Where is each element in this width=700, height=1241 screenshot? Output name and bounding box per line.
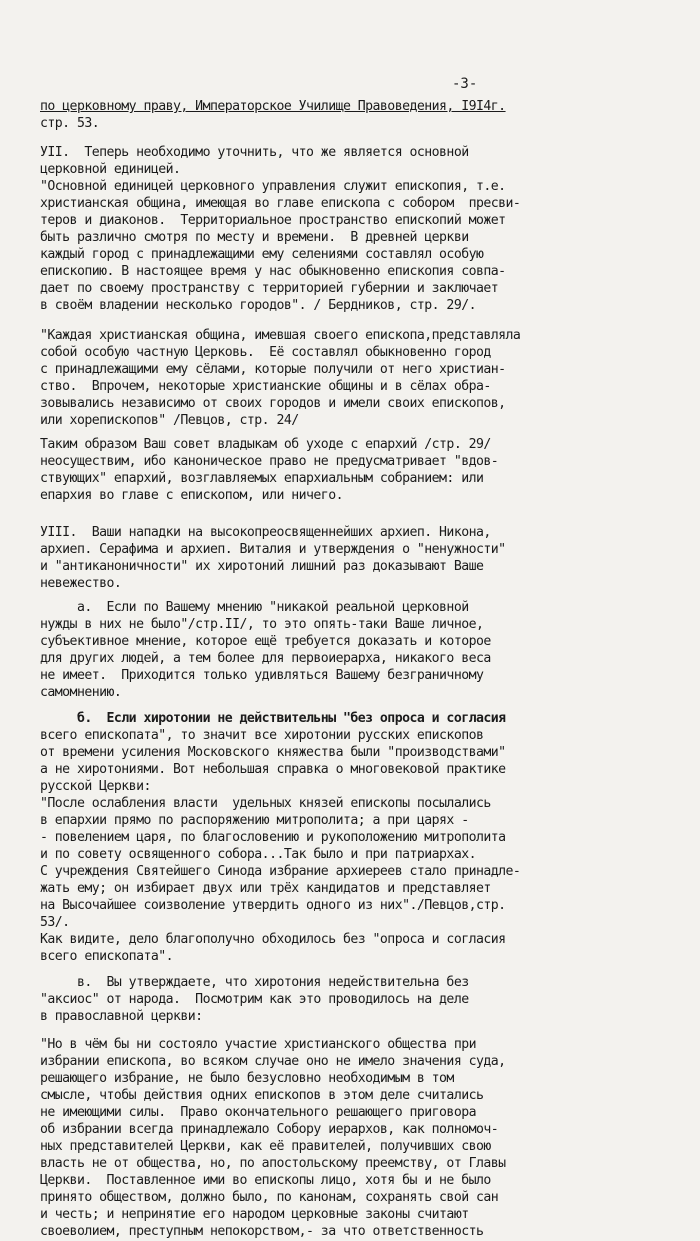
text-line: зовывались независимо от своих городов и имели своих епископов, [40, 396, 506, 411]
text-line: ствующих" епархий, возглавляемых епархиальным собранием: или [40, 471, 484, 486]
text-line: субъективное мнение, которое ещё требуется доказать и которое [40, 634, 491, 649]
text-line: русской Церкви: [40, 779, 151, 794]
text-line: всего епископата", то значит все хиротонии русских епископов [40, 728, 484, 743]
text-line: всего епископата". [40, 949, 174, 964]
text-line: 53/. [40, 915, 70, 930]
text-line: смысле, чтобы действия одних епископов в этом деле считались [40, 1088, 484, 1103]
text-line: Как видите, дело благополучно обходилось без "опроса и согласия [40, 932, 506, 947]
text-line: на Высочайшее соизволение утвердить одного из них"./Певцов,стр. [40, 898, 506, 913]
text-line: УII. Теперь необходимо уточнить, что же является основной [40, 145, 469, 160]
text-line: неосуществим, ибо каноническое право не предусматривает "вдов- [40, 454, 499, 469]
text-line: епископию. В настоящее время у нас обыкновенно епископия совпа- [40, 264, 506, 279]
text-line: ство. Впрочем, некоторые христианские общины и в сёлах обра- [40, 379, 491, 394]
text-line: "Каждая христианская община, имевшая своего епископа,представляла [40, 328, 521, 343]
text-line: и по совету освященного собора...Так было и при патриархах. [40, 847, 476, 862]
text-line: в своём владении несколько городов". / Бердников, стр. 29/. [40, 298, 476, 313]
text-line: а. Если по Вашему мнению "никакой реальной церковной [40, 600, 469, 615]
text-line: архиеп. Серафима и архиеп. Виталия и утверждения о "ненужности" [40, 542, 506, 557]
text-line: невежество. [40, 576, 122, 591]
text-line: нужды в них не было"/стр.II/, то это опять-таки Ваше личное, [40, 617, 484, 632]
text-line: быть различно смотря по месту и времени. В древней церкви [40, 230, 469, 245]
text-line: ных представителей Церкви, как её правителей, получивших свою [40, 1139, 491, 1154]
text-line: "Но в чём бы ни состояло участие христианского общества при [40, 1037, 476, 1052]
text-line: христианская община, имеющая во главе епископа с собором пресви- [40, 196, 521, 211]
text-line: Церкви. Поставленное ими во епископы лицо, хотя бы и не было [40, 1173, 491, 1188]
text-line: дает по своему пространству с территорией губернии и заключает [40, 281, 499, 296]
text-line: или хорепископов" /Певцов, стр. 24/ [40, 413, 299, 428]
text-line: не имеет. Приходится только удивляться Вашему безграничному [40, 668, 484, 683]
text-line: С учреждения Святейшего Синода избрание архиереев стало принадле- [40, 864, 521, 879]
text-line: по церковному праву, Императорское Училище Правоведения, I9I4г. [40, 99, 506, 114]
text-line: "После ослабления власти удельных князей епископы посылались [40, 796, 491, 811]
page-number: -3- [452, 76, 478, 92]
text-line: каждый город с принадлежащими ему селениями составлял особую [40, 247, 484, 262]
text-line: власть не от общества, но, по апостольскому преемству, от Главы [40, 1156, 506, 1171]
text-line: б. Если хиротонии не действительны "без опроса и согласия [40, 711, 506, 726]
text-line: с принадлежащими ему сёлами, которые получили от него христиан- [40, 362, 506, 377]
text-line: своеволием, преступным непокорством,- за что ответственность [40, 1224, 484, 1239]
text-line: от времени усиления Московского княжества были "производствами" [40, 745, 506, 760]
text-line: собой особую частную Церковь. Её составлял обыкновенно город [40, 345, 491, 360]
text-line: об избрании всегда принадлежало Собору иерархов, как полномоч- [40, 1122, 499, 1137]
text-line: - повелением царя, по благословению и рукоположению митрополита [40, 830, 506, 845]
text-line: "аксиос" от народа. Посмотрим как это проводилось на деле [40, 992, 469, 1007]
text-line: жать ему; он избирает двух или трёх кандидатов и представляет [40, 881, 491, 896]
text-line: решающего избрание, не было безусловно необходимым в том [40, 1071, 454, 1086]
text-line: в епархии прямо по распоряжению митрополита; а при царях - [40, 813, 469, 828]
text-line: для других людей, а тем более для первоиерарха, никакого веса [40, 651, 491, 666]
text-line: стр. 53. [40, 116, 100, 131]
text-line: в. Вы утверждаете, что хиротония недействительна без [40, 975, 469, 990]
text-line: и "антиканоничности" их хиротоний лишний раз доказывают Ваше [40, 559, 484, 574]
text-line: а не хиротониями. Вот небольшая справка о многовековой практике [40, 762, 506, 777]
text-line: самомнению. [40, 685, 122, 700]
text-line: Таким образом Ваш совет владыкам об уходе с епархий /стр. 29/ [40, 437, 491, 452]
text-line: "Основной единицей церковного управления служит епископия, т.е. [40, 179, 506, 194]
text-line: церковной единицей. [40, 162, 181, 177]
text-line: принято обществом, должно было, по канонам, сохранять свой сан [40, 1190, 499, 1205]
text-line: избрании епископа, во всяком случае оно не имело значения суда, [40, 1054, 506, 1069]
text-line: не имеющими силы. Право окончательного решающего приговора [40, 1105, 476, 1120]
text-line: теров и диаконов. Территориальное пространство епископий может [40, 213, 506, 228]
text-line: и честь; и непринятие его народом церковные законы считают [40, 1207, 469, 1222]
text-line: УIII. Ваши нападки на высокопреосвященнейших архиеп. Никона, [40, 525, 491, 540]
text-line: в православной церкви: [40, 1009, 203, 1024]
text-line: епархия во главе с епископом, или ничего. [40, 488, 343, 503]
